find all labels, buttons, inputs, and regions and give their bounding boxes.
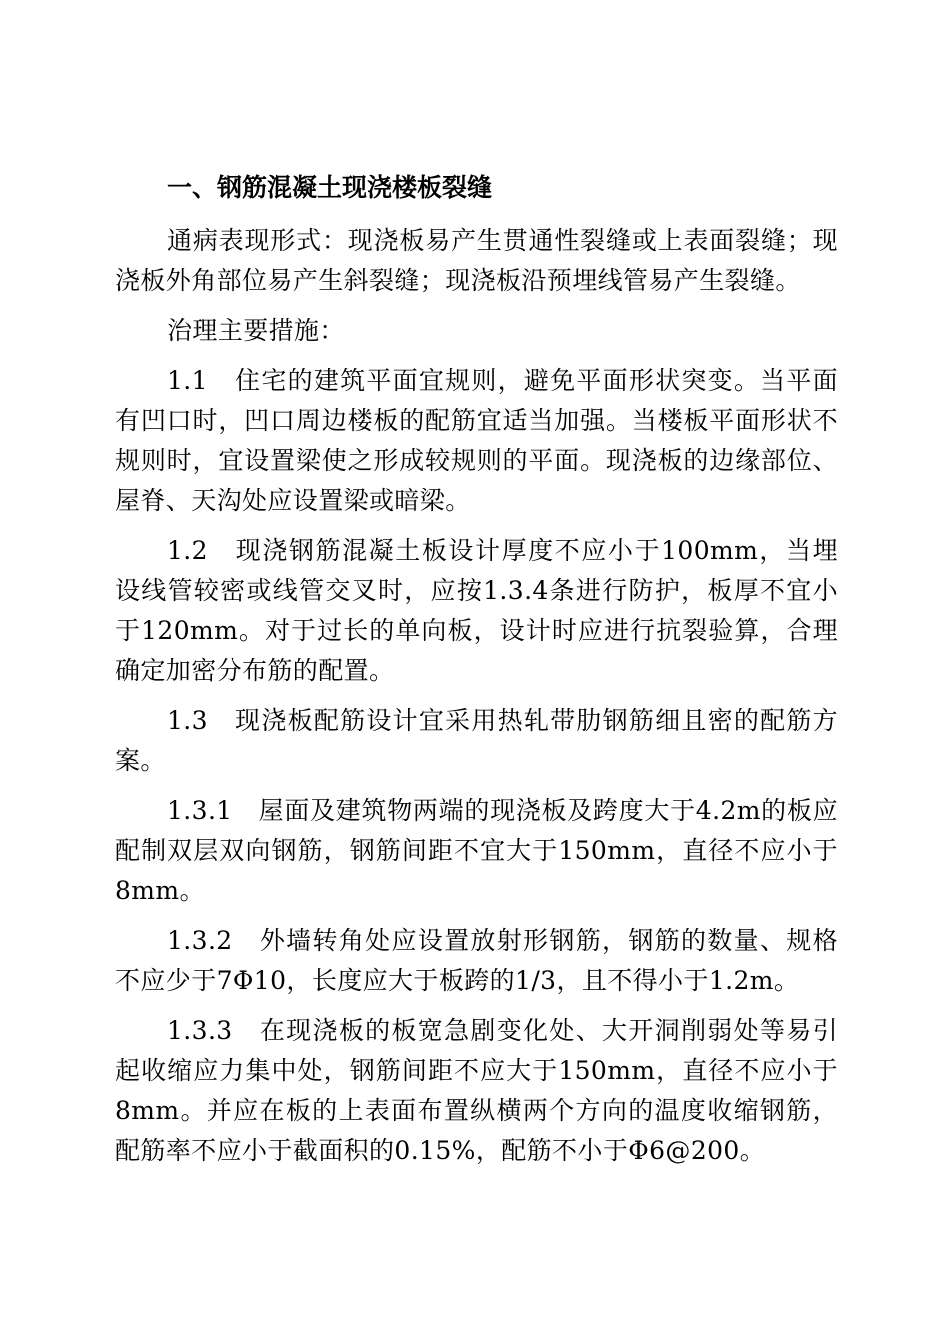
section-heading: 一、钢筋混凝土现浇楼板裂缝: [167, 173, 493, 202]
paragraph-1-3-2: 1.3.2 外墙转角处应设置放射形钢筋，钢筋的数量、规格不应少于7Φ10，长度应大于板跨的1/3，且不得小于1.2m。: [115, 926, 838, 995]
paragraph-measures-label: 治理主要措施：: [167, 316, 345, 345]
paragraph-1-3: 1.3 现浇板配筋设计宜采用热轧带肋钢筋细且密的配筋方案。: [115, 706, 838, 775]
paragraph-1-3-3: 1.3.3 在现浇板的板宽急剧变化处、大开洞削弱处等易引起收缩应力集中处，钢筋间距不应大于150mm，直径不应小于8mm。并应在板的上表面布置纵横两个方向的温度收缩钢筋，配筋率不应小于截面积的0.15%，配筋不小于Φ6@200。: [115, 1016, 838, 1165]
paragraph-1-1: 1.1 住宅的建筑平面宜规则，避免平面形状突变。当平面有凹口时，凹口周边楼板的配筋宜适当加强。当楼板平面形状不规则时，宜设置梁使之形成较规则的平面。现浇板的边缘部位、屋脊、天沟处应设置梁或暗梁。: [115, 366, 838, 515]
paragraph-1-3-1: 1.3.1 屋面及建筑物两端的现浇板及跨度大于4.2m的板应配制双层双向钢筋，钢筋间距不宜大于150mm，直径不应小于8mm。: [115, 796, 838, 905]
paragraph-1-2: 1.2 现浇钢筋混凝土板设计厚度不应小于100mm，当埋设线管较密或线管交叉时，应按1.3.4条进行防护，板厚不宜小于120mm。对于过长的单向板，设计时应进行抗裂验算，合理确定加密分布筋的配置。: [115, 536, 838, 685]
paragraph-symptoms: 通病表现形式：现浇板易产生贯通性裂缝或上表面裂缝；现浇板外角部位易产生斜裂缝；现浇板沿预埋线管易产生裂缝。: [115, 226, 838, 295]
